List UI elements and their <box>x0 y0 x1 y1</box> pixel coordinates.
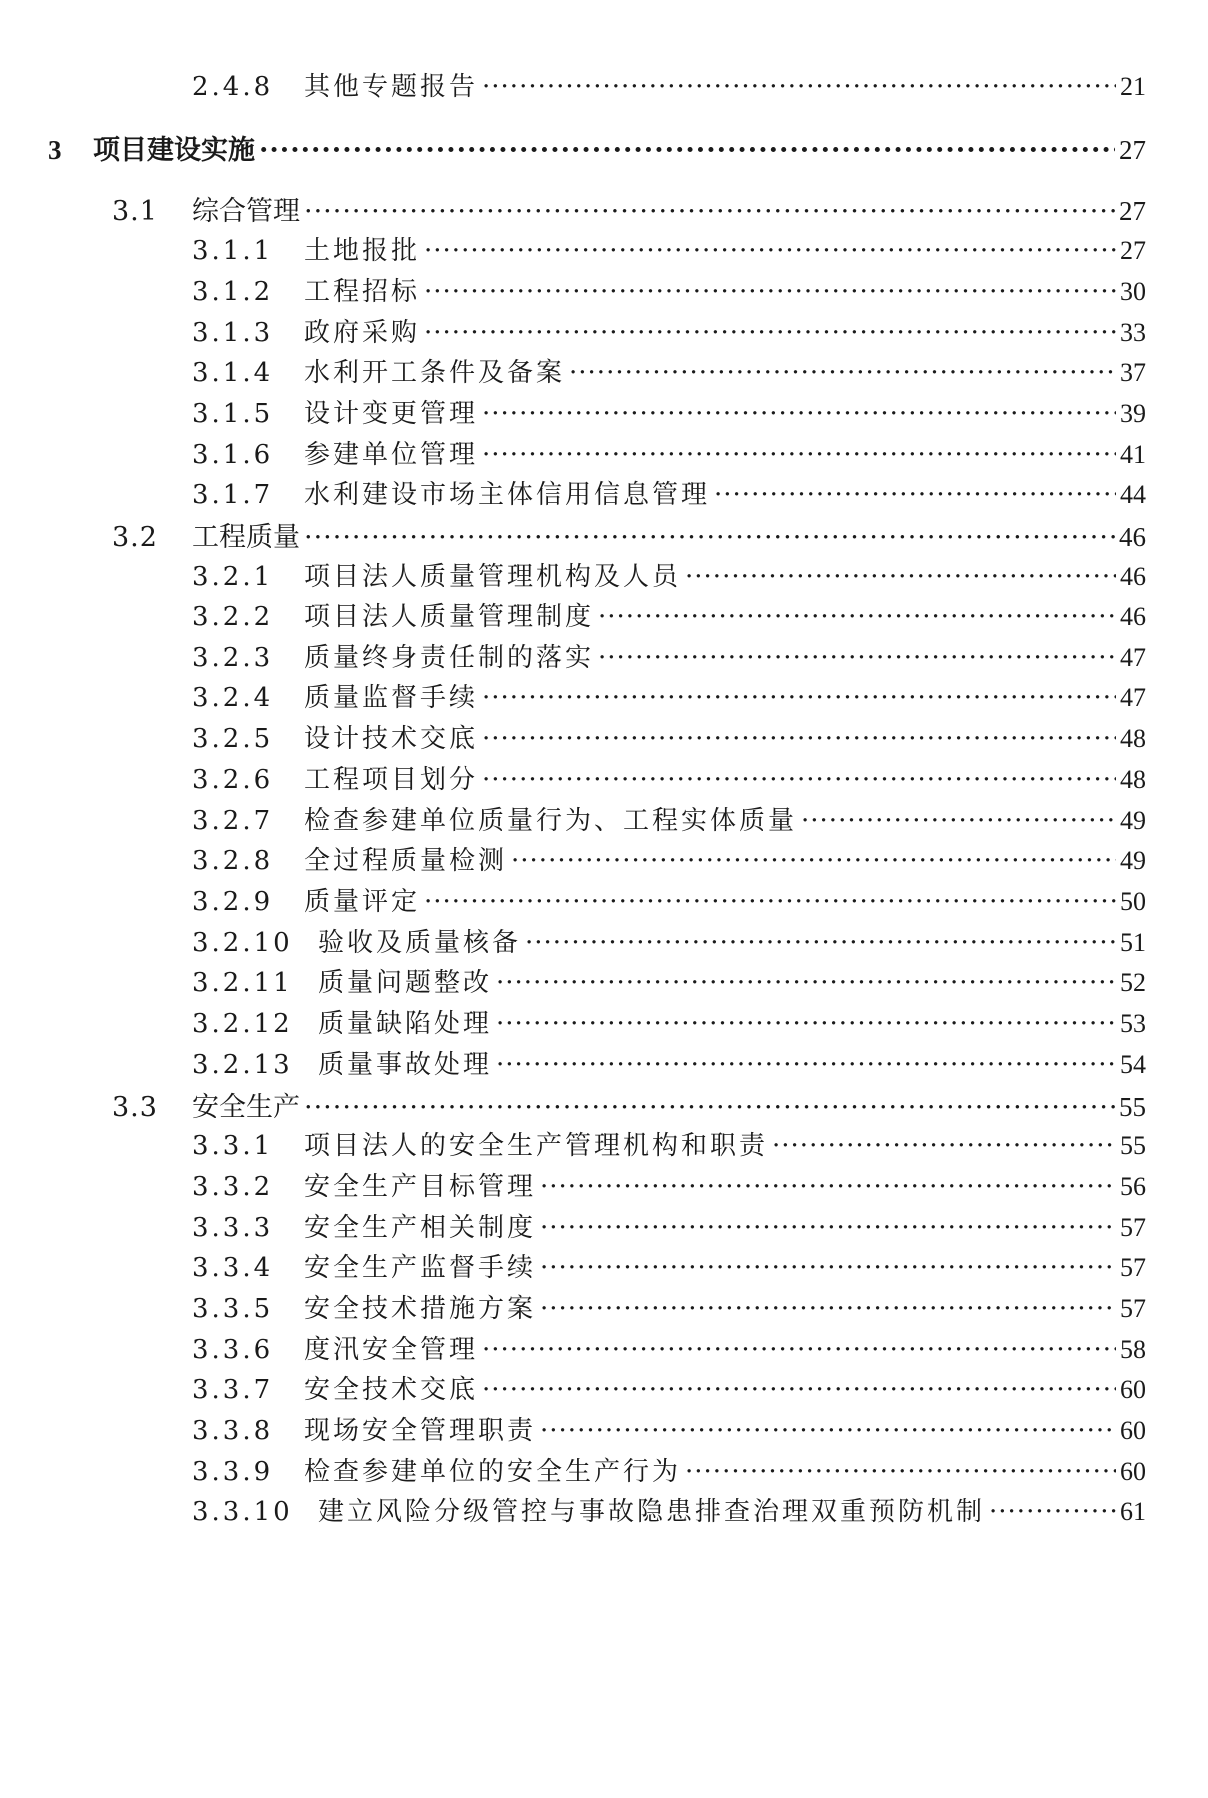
toc-entry-page: 60 <box>1120 1416 1146 1445</box>
toc-entry-title: 验收及质量核备 <box>318 928 522 958</box>
toc-entry[interactable] <box>192 1491 1146 1528</box>
toc-entry-page: 33 <box>1120 318 1146 347</box>
toc-entry-page: 55 <box>1119 1092 1146 1122</box>
toc-dot-leader <box>304 1092 1115 1123</box>
toc-entry-title: 检查参建单位质量行为、工程实体质量 <box>304 806 798 836</box>
toc-entry-number: 3.1.3 <box>192 318 274 348</box>
toc-entry-page: 30 <box>1120 277 1146 306</box>
toc-entry-number: 3.2.12 <box>192 1009 293 1039</box>
toc-entry-title: 质量终身责任制的落实 <box>304 643 595 673</box>
toc-entry-title: 工程招标 <box>304 277 421 307</box>
toc-dot-leader <box>598 643 1116 673</box>
toc-entry-number: 3.2.4 <box>192 683 274 713</box>
toc-entry-page: 48 <box>1120 765 1146 794</box>
toc-entry-number: 3.1 <box>112 196 158 227</box>
toc-entry-title: 工程项目划分 <box>304 765 479 795</box>
toc-entry-title: 设计变更管理 <box>304 399 479 429</box>
toc-dot-leader <box>304 522 1115 553</box>
toc-entry-number: 3.2 <box>112 522 158 553</box>
toc-entry[interactable] <box>192 881 1146 918</box>
toc-entry[interactable] <box>192 800 1146 837</box>
toc-entry-number: 3.2.7 <box>192 806 274 836</box>
toc-entry[interactable] <box>112 1085 1146 1124</box>
toc-entry-page: 49 <box>1120 806 1146 835</box>
toc-entry-title: 其他专题报告 <box>304 72 479 102</box>
toc-dot-leader <box>511 846 1116 876</box>
toc-entry[interactable] <box>112 189 1146 228</box>
toc-entry[interactable] <box>192 1166 1146 1203</box>
toc-entry[interactable] <box>192 1207 1146 1244</box>
toc-dot-leader <box>685 562 1116 592</box>
toc-entry-page: 46 <box>1119 522 1146 552</box>
toc-entry[interactable] <box>112 515 1146 554</box>
toc-dot-leader <box>482 1335 1116 1365</box>
toc-entry-title: 水利开工条件及备案 <box>304 358 566 388</box>
toc-entry-title: 建立风险分级管控与事故隐患排查治理双重预防机制 <box>318 1497 986 1527</box>
toc-entry-title: 安全生产目标管理 <box>304 1172 537 1202</box>
toc-dot-leader <box>540 1294 1116 1324</box>
toc-entry-page: 50 <box>1120 887 1146 916</box>
toc-entry[interactable] <box>192 271 1146 308</box>
toc-entry-page: 47 <box>1120 643 1146 672</box>
toc-entry-page: 61 <box>1120 1497 1146 1526</box>
toc-entry-number: 3.3.4 <box>192 1253 274 1283</box>
toc-entry-page: 47 <box>1120 683 1146 712</box>
toc-entry-number: 3.3.2 <box>192 1172 274 1202</box>
toc-entry-number: 3.2.6 <box>192 765 274 795</box>
toc-dot-leader <box>714 480 1116 510</box>
toc-entry[interactable] <box>192 840 1146 877</box>
toc-entry-number: 3.3.3 <box>192 1213 274 1243</box>
toc-dot-leader <box>482 724 1116 754</box>
toc-dot-leader <box>482 72 1116 102</box>
toc-entry[interactable] <box>192 1044 1146 1081</box>
toc-entry-page: 46 <box>1120 562 1146 591</box>
toc-dot-leader <box>496 1009 1116 1039</box>
toc-dot-leader <box>540 1416 1116 1446</box>
toc-entry-title: 检查参建单位的安全生产行为 <box>304 1457 682 1487</box>
toc-dot-leader <box>424 318 1116 348</box>
toc-entry[interactable] <box>192 596 1146 633</box>
toc-entry-page: 54 <box>1120 1050 1146 1079</box>
toc-entry[interactable] <box>192 1410 1146 1447</box>
toc-entry-number: 3.2.2 <box>192 602 274 632</box>
toc-entry-number: 3.3.6 <box>192 1335 274 1365</box>
toc-entry-title: 质量问题整改 <box>318 968 493 998</box>
toc-dot-leader <box>482 1375 1116 1405</box>
toc-entry-page: 51 <box>1120 928 1146 957</box>
toc-entry-title: 质量评定 <box>304 887 421 917</box>
toc-entry-page: 41 <box>1120 440 1146 469</box>
toc-entry-number: 3.3.8 <box>192 1416 274 1446</box>
toc-entry-title: 现场安全管理职责 <box>304 1416 537 1446</box>
toc-entry-page: 52 <box>1120 968 1146 997</box>
toc-entry-number: 3.3.1 <box>192 1131 274 1161</box>
toc-entry[interactable] <box>192 1329 1146 1366</box>
toc-entry[interactable] <box>192 677 1146 714</box>
toc-entry-page: 60 <box>1120 1375 1146 1404</box>
toc-entry[interactable] <box>192 759 1146 796</box>
toc-entry[interactable] <box>192 1003 1146 1040</box>
toc-entry-page: 53 <box>1120 1009 1146 1038</box>
toc-entry[interactable] <box>192 474 1146 511</box>
toc-entry-page: 46 <box>1120 602 1146 631</box>
toc-entry-title: 设计技术交底 <box>304 724 479 754</box>
toc-entry-page: 48 <box>1120 724 1146 753</box>
toc-entry-page: 37 <box>1120 358 1146 387</box>
toc-entry-title: 水利建设市场主体信用信息管理 <box>304 480 711 510</box>
toc-dot-leader <box>540 1253 1116 1283</box>
toc-entry[interactable] <box>192 1288 1146 1325</box>
toc-entry-number: 3.2.10 <box>192 928 293 958</box>
toc-entry-number: 3.1.2 <box>192 277 274 307</box>
toc-entry-number: 3.3.9 <box>192 1457 274 1487</box>
toc-dot-leader <box>989 1497 1116 1527</box>
toc-entry-title: 综合管理 <box>192 196 300 227</box>
toc-entry-page: 55 <box>1120 1131 1146 1160</box>
toc-entry-number: 3.3.7 <box>192 1375 274 1405</box>
toc-dot-leader <box>424 887 1116 917</box>
toc-entry[interactable] <box>192 1451 1146 1488</box>
toc-entry-page: 27 <box>1120 236 1146 265</box>
toc-entry-number: 3.1.6 <box>192 440 274 470</box>
toc-entry-number: 3.2.11 <box>192 968 293 998</box>
toc-entry-number: 3.1.7 <box>192 480 274 510</box>
toc-entry-title: 参建单位管理 <box>304 440 479 470</box>
toc-entry-title: 项目法人质量管理制度 <box>304 602 595 632</box>
toc-entry-number: 3.2.9 <box>192 887 274 917</box>
toc-entry-page: 57 <box>1120 1253 1146 1282</box>
toc-dot-leader <box>801 806 1116 836</box>
toc-entry-title: 政府采购 <box>304 318 421 348</box>
toc-entry-number: 3.1.1 <box>192 236 274 266</box>
toc-dot-leader <box>482 683 1116 713</box>
toc-entry-title: 安全生产 <box>192 1092 300 1123</box>
toc-entry-number: 3.2.8 <box>192 846 274 876</box>
toc-entry[interactable] <box>192 393 1146 430</box>
toc-entry-number: 3.1.5 <box>192 399 274 429</box>
toc-entry-page: 49 <box>1120 846 1146 875</box>
toc-dot-leader <box>482 399 1116 429</box>
toc-entry[interactable] <box>192 556 1146 593</box>
toc-dot-leader <box>496 1050 1116 1080</box>
toc-entry-title: 工程质量 <box>192 522 300 553</box>
toc-dot-leader <box>482 440 1116 470</box>
toc-entry[interactable] <box>192 1125 1146 1162</box>
toc-entry-number: 3.2.13 <box>192 1050 293 1080</box>
toc-dot-leader <box>685 1457 1116 1487</box>
toc-entry-page: 21 <box>1120 72 1146 101</box>
toc-entry[interactable] <box>192 230 1146 267</box>
toc-entry-title: 全过程质量检测 <box>304 846 508 876</box>
toc-entry-number: 2.4.8 <box>192 72 274 102</box>
toc-entry-page: 58 <box>1120 1335 1146 1364</box>
toc-entry[interactable] <box>192 637 1146 674</box>
toc-dot-leader <box>598 602 1116 632</box>
toc-dot-leader <box>569 358 1116 388</box>
toc-dot-leader <box>496 968 1116 998</box>
toc-entry-page: 27 <box>1119 135 1146 165</box>
toc-entry-title: 质量监督手续 <box>304 683 479 713</box>
toc-entry-title: 质量缺陷处理 <box>318 1009 493 1039</box>
toc-entry[interactable] <box>192 962 1146 999</box>
toc-entry-title: 项目法人的安全生产管理机构和职责 <box>304 1131 769 1161</box>
toc-entry-title: 质量事故处理 <box>318 1050 493 1080</box>
toc-entry-number: 3.2.5 <box>192 724 274 754</box>
toc-entry-number: 3.3.5 <box>192 1294 274 1324</box>
toc-entry-page: 39 <box>1120 399 1146 428</box>
toc-entry[interactable] <box>192 352 1146 389</box>
toc-entry[interactable] <box>48 128 1146 167</box>
toc-dot-leader <box>259 135 1115 166</box>
toc-entry[interactable] <box>192 434 1146 471</box>
toc-entry[interactable] <box>192 312 1146 349</box>
toc-entry-number: 3.1.4 <box>192 358 274 388</box>
toc-entry-page: 44 <box>1120 480 1146 509</box>
toc-entry-title: 项目建设实施 <box>93 135 255 166</box>
toc-dot-leader <box>304 196 1115 227</box>
toc-entry-title: 项目法人质量管理机构及人员 <box>304 562 682 592</box>
toc-entry-number: 3.2.3 <box>192 643 274 673</box>
toc-dot-leader <box>525 928 1116 958</box>
toc-entry-number: 3.3.10 <box>192 1497 293 1527</box>
toc-dot-leader <box>540 1213 1116 1243</box>
toc-entry-title: 土地报批 <box>304 236 421 266</box>
toc-entry-title: 安全技术措施方案 <box>304 1294 537 1324</box>
toc-entry[interactable] <box>192 1247 1146 1284</box>
toc-dot-leader <box>482 765 1116 795</box>
toc-entry-page: 60 <box>1120 1457 1146 1486</box>
toc-dot-leader <box>424 277 1116 307</box>
toc-entry-page: 57 <box>1120 1213 1146 1242</box>
toc-entry-page: 57 <box>1120 1294 1146 1323</box>
toc-entry-number: 3 <box>48 135 62 165</box>
toc-entry-page: 56 <box>1120 1172 1146 1201</box>
toc-dot-leader <box>540 1172 1116 1202</box>
toc-entry[interactable] <box>192 66 1146 103</box>
toc-entry[interactable] <box>192 718 1146 755</box>
toc-entry-title: 安全生产相关制度 <box>304 1213 537 1243</box>
toc-entry-number: 3.3 <box>112 1092 158 1123</box>
toc-entry[interactable] <box>192 1369 1146 1406</box>
toc-entry-title: 安全技术交底 <box>304 1375 479 1405</box>
toc-entry-page: 27 <box>1119 196 1146 226</box>
toc-entry[interactable] <box>192 922 1146 959</box>
toc-entry-number: 3.2.1 <box>192 562 274 592</box>
toc-entry-title: 安全生产监督手续 <box>304 1253 537 1283</box>
toc-dot-leader <box>424 236 1116 266</box>
toc-entry-title: 度汛安全管理 <box>304 1335 479 1365</box>
toc-dot-leader <box>772 1131 1116 1161</box>
